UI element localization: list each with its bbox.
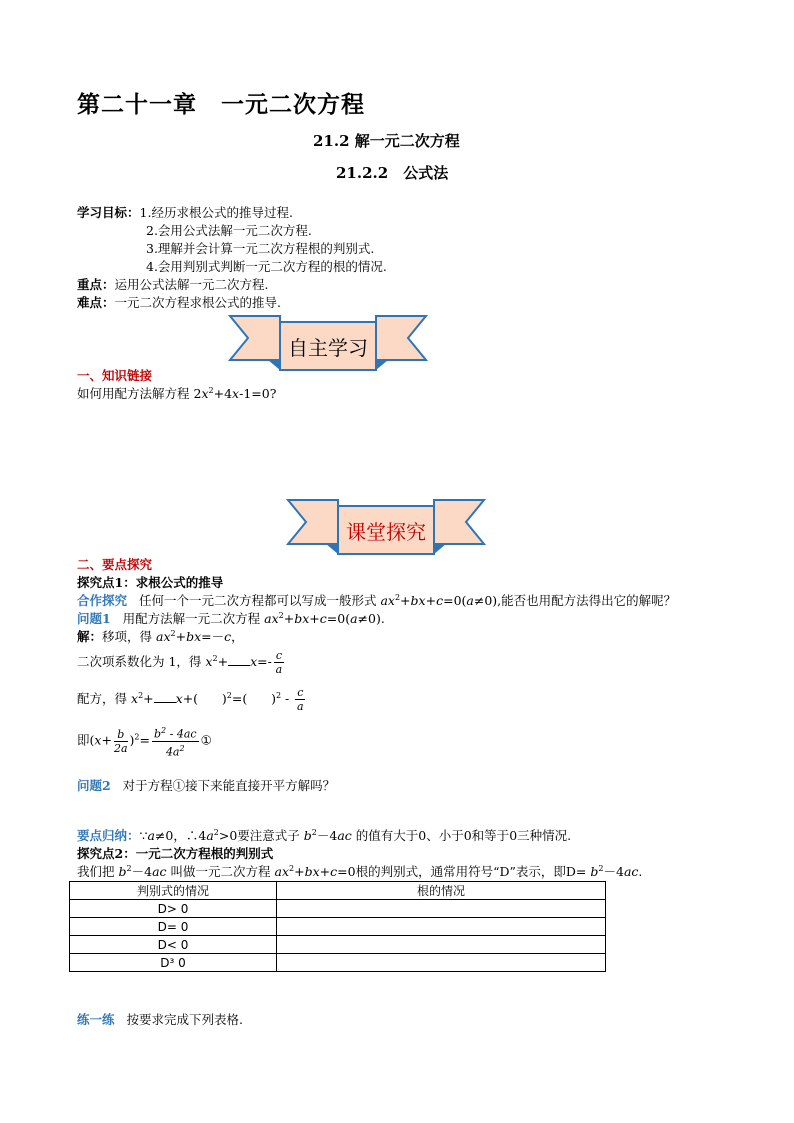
practice-label: 练一练 [77, 1012, 115, 1027]
banner-self-study [228, 308, 428, 378]
banner1-label: 自主学习 [288, 336, 368, 360]
point1-heading: 探究点1：求根公式的推导 [77, 575, 224, 590]
point2-heading: 探究点2：一元二次方程根的判别式 [77, 846, 274, 861]
cooperate-line: 合作探究 任何一个一元二次方程都可以写成一般形式 $ax^2+bx+c=0(a\ne 0)$,能否也用配方法得出它的解呢？ [77, 592, 677, 608]
table-cell: D< 0 [70, 936, 277, 954]
knowledge-heading: 一、知识链接 [77, 368, 153, 383]
problem1-label: 问题1 [77, 611, 111, 626]
difficulty-text: 一元二次方程求根公式的推导. [114, 295, 281, 310]
summary-line: 要点归纳：∵a≠0，$\therefore 4a^2>0$要注意式子 $b^2-4ac$ 的值有大于0、小于0和等于0三种情况. [77, 827, 572, 843]
key-point-text: 运用公式法解一元二次方程. [114, 277, 269, 292]
subsection-title: 21.2.2 公式法 [336, 164, 449, 182]
table-cell [277, 936, 606, 954]
problem1-line: 问题1 用配方法解一元二次方程 $ax^2+bx+c=0(a\ne 0)$. [77, 610, 385, 626]
table-cell [277, 954, 606, 972]
table-cell [277, 918, 606, 936]
key-point [77, 275, 269, 293]
solution-step3: 配方，得 $x^2+ x+$( )$^2$=( )$^2$ - $\frac{c}{a}$ [77, 686, 304, 713]
table-header-row [70, 882, 606, 900]
difficulty-label: 难点： [77, 295, 115, 310]
problem2-label: 问题2 [77, 778, 111, 793]
section-title: 21.2 解一元二次方程 [313, 132, 460, 150]
banner2-label: 课堂探究 [346, 520, 426, 544]
discriminant-table [69, 881, 606, 972]
key-explore-heading: 二、要点探究 [77, 557, 153, 572]
summary-label: 要点归纳： [77, 828, 140, 843]
table-cell: D> 0 [70, 900, 277, 918]
table-header: 判别式的情况 [70, 882, 277, 900]
objective-item: 1.经历求根公式的推导过程. [139, 205, 293, 220]
table-cell [277, 900, 606, 918]
table-cell: D³ 0 [70, 954, 277, 972]
objective-item: 2.会用公式法解一元二次方程. [146, 223, 312, 238]
key-point-label: 重点： [77, 277, 115, 292]
objective-item: 3.理解并会计算一元二次方程根的判别式. [146, 241, 375, 256]
table-cell: D= 0 [70, 918, 277, 936]
solution-step4: 即(x+ $\frac{b}{2a}$ )$^2$= $\frac{b^2 - 4ac}{4a^2}$ ① [77, 726, 212, 759]
cooperate-label: 合作探究 [77, 593, 128, 608]
table-row [70, 900, 606, 918]
table-row [70, 954, 606, 972]
objective-item: 4.会用判别式判断一元二次方程的根的情况. [146, 259, 387, 274]
problem2-line: 问题2 对于方程①接下来能直接开平方解吗？ [77, 778, 336, 793]
table-header: 根的情况 [277, 882, 606, 900]
solution-step2: 二次项系数化为 1，得 $x^2+ x=-$ $\frac{c}{a}$ [77, 649, 283, 676]
chapter-title: 第二十一章 一元二次方程 [77, 92, 365, 118]
practice-line: 练一练 按要求完成下列表格. [77, 1012, 243, 1027]
objectives-line-1 [77, 203, 293, 221]
banner-class-explore [286, 492, 486, 562]
table-row [70, 918, 606, 936]
objectives-label: 学习目标： [77, 205, 140, 220]
discriminant-sentence: 我们把 $b^2-4ac$ 叫做一元二次方程 $ax^2+bx+c=0$根的判别式，通常用符号“D”表示，即$D= b^2-4ac$. [77, 863, 643, 879]
solution-step1: 解：移项，得 $ax^2+bx=-c$， [77, 628, 244, 644]
table-row [70, 936, 606, 954]
knowledge-question: 如何用配方法解方程 $2x^2+4x-1=0$? [77, 385, 277, 401]
